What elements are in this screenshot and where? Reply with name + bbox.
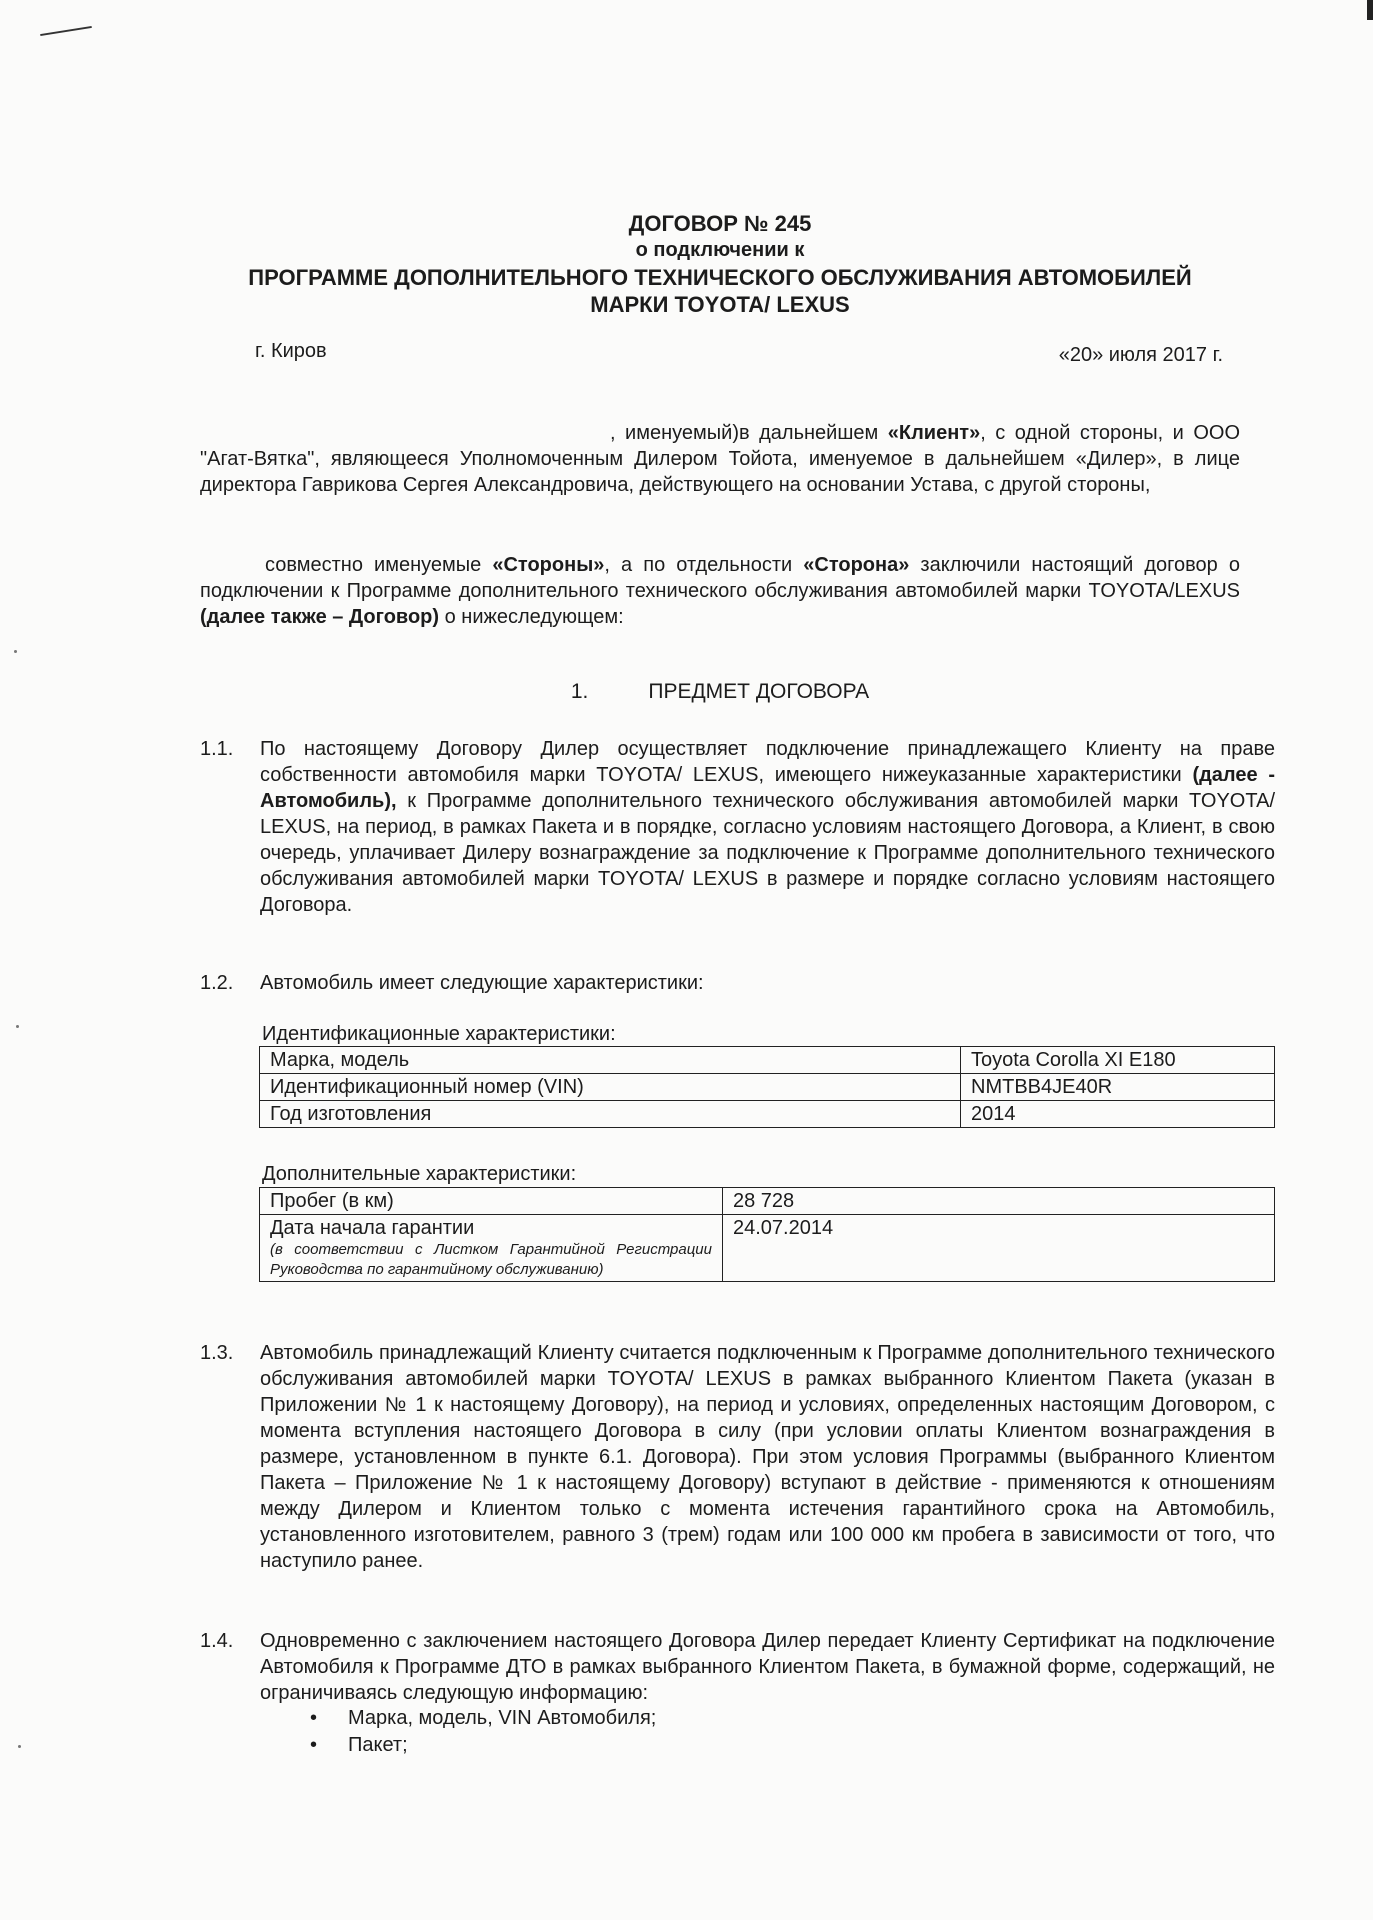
- table-key: [260, 1215, 723, 1282]
- clause-1-3: [200, 1340, 1275, 1574]
- list-item: • Пакет;: [310, 1732, 656, 1759]
- section-number: 1.: [570, 680, 589, 703]
- contract-date: «20» июля 2017 г.: [1058, 344, 1223, 366]
- clause-1-2: [200, 970, 1275, 996]
- clause-number: 1.1.: [200, 738, 234, 760]
- contract-title: ДОГОВОР № 245: [628, 211, 812, 236]
- scan-mark: [40, 26, 92, 36]
- intro-paragraph-agreement: совместно именуемые «Стороны», а по отдельности «Сторона» заключили настоящий договор о подключении к Программе дополнительного технического обслуживания автомобилей марки TOYOTA/LEXUS (далее также – Договор) о нижеследующем:: [200, 554, 1240, 628]
- contract-header: [200, 210, 1240, 318]
- clause-number: 1.3.: [200, 1342, 234, 1364]
- clause-number: 1.2.: [200, 972, 234, 994]
- clause-1-1: [200, 736, 1275, 918]
- clause-number: 1.4.: [200, 1630, 234, 1652]
- table-row: [260, 1188, 1275, 1215]
- clause-1-4-bullets: [310, 1705, 656, 1759]
- clause-text: Одновременно с заключением настоящего Договора Дилер передает Клиенту Сертификат на подключение Автомобиля к Программе ДТО в рамках выбранного Клиентом Пакета, в бумажной форме, содержащий, не ограничиваясь следующую информацию:: [260, 1630, 1275, 1704]
- warranty-note: (в соответствии с Листком Гарантийной Регистрации Руководства по гарантийному обслуживанию): [270, 1241, 712, 1278]
- table-value: 28 728: [723, 1188, 1275, 1215]
- table-key: Пробег (в км): [260, 1188, 723, 1215]
- table-value: Toyota Corolla XI E180: [961, 1047, 1275, 1074]
- id-characteristics-table: [259, 1046, 1275, 1128]
- clause-text: Автомобиль принадлежащий Клиенту считается подключенным к Программе дополнительного технического обслуживания автомобилей марки TOYOTA/ LEXUS в рамках выбранного Клиентом Пакета (указан в Приложении № 1 к настоящему Договору), на период и условиях, определенных настоящим Договором, с момента вступления настоящего Договора в силу (при условии оплаты Клиентом вознаграждения в размере, установленном в пункте 6.1. Договора). При этом условия Программы (выбранного Клиентом Пакета – Приложение № 1 к настоящему Договору) вступают в действие - применяются к отношениям между Дилером и Клиентом только с момента истечения гарантийного срока на Автомобиль, установленного изготовителем, равного 3 (трем) годам или 100 000 км пробега в зависимости от того, что наступило ранее.: [260, 1342, 1275, 1572]
- clause-1-4: [200, 1628, 1275, 1706]
- id-table-label: Идентификационные характеристики:: [262, 1023, 616, 1045]
- clause-text: Автомобиль имеет следующие характеристики:: [260, 972, 704, 994]
- program-title-line2: МАРКИ TOYOTA/ LEXUS: [590, 292, 850, 317]
- contract-subtitle: о подключении к: [635, 239, 805, 261]
- warranty-key: Дата начала гарантии: [270, 1217, 475, 1239]
- table-row: [260, 1074, 1275, 1101]
- extra-characteristics-table: [259, 1187, 1275, 1282]
- section-title: ПРЕДМЕТ ДОГОВОРА: [648, 680, 870, 703]
- clause-text: По настоящему Договору Дилер осуществляет подключение принадлежащего Клиенту на праве собственности автомобиля марки TOYOTA/ LEXUS, имеющего нижеуказанные характеристики (далее - Автомобиль), к Программе дополнительного технического обслуживания автомобилей марки TOYOTA/ LEXUS, на период, в рамках Пакета и в порядке, согласно условиям настоящего Договора, а Клиент, в свою очередь, уплачивает Дилеру вознаграждение за подключение к Программе дополнительного технического обслуживания автомобилей марки TOYOTA/ LEXUS в размере и порядке согласно условиям настоящего Договора.: [260, 738, 1275, 916]
- table-key: Марка, модель: [260, 1047, 961, 1074]
- table-value: 24.07.2014: [723, 1215, 1275, 1282]
- table-row: [260, 1047, 1275, 1074]
- table-key: Год изготовления: [260, 1101, 961, 1128]
- intro-paragraph-parties: , именуемый)в дальнейшем «Клиент», с одной стороны, и ООО "Агат-Вятка", являющееся Уполномоченным Дилером Тойота, именуемое в дальнейшем «Дилер», в лице директора Гаврикова Сергея Александровича, действующего на основании Устава, с другой стороны,: [200, 422, 1241, 496]
- scan-speck: [16, 1025, 19, 1028]
- contract-place: г. Киров: [255, 340, 327, 362]
- table-value: 2014: [961, 1101, 1275, 1128]
- scan-edge: [1367, 0, 1373, 20]
- section-1-heading: [200, 680, 1240, 704]
- program-title-line1: ПРОГРАММЕ ДОПОЛНИТЕЛЬНОГО ТЕХНИЧЕСКОГО ОБСЛУЖИВАНИЯ АВТОМОБИЛЕЙ: [248, 265, 1192, 290]
- table-row: [260, 1101, 1275, 1128]
- extra-table-label: Дополнительные характеристики:: [262, 1163, 577, 1185]
- table-key: Идентификационный номер (VIN): [260, 1074, 961, 1101]
- table-row: [260, 1215, 1275, 1282]
- table-value: NMTBB4JE40R: [961, 1074, 1275, 1101]
- list-item: • Марка, модель, VIN Автомобиля;: [310, 1705, 656, 1732]
- scan-speck: [18, 1745, 21, 1748]
- scan-speck: [14, 650, 17, 653]
